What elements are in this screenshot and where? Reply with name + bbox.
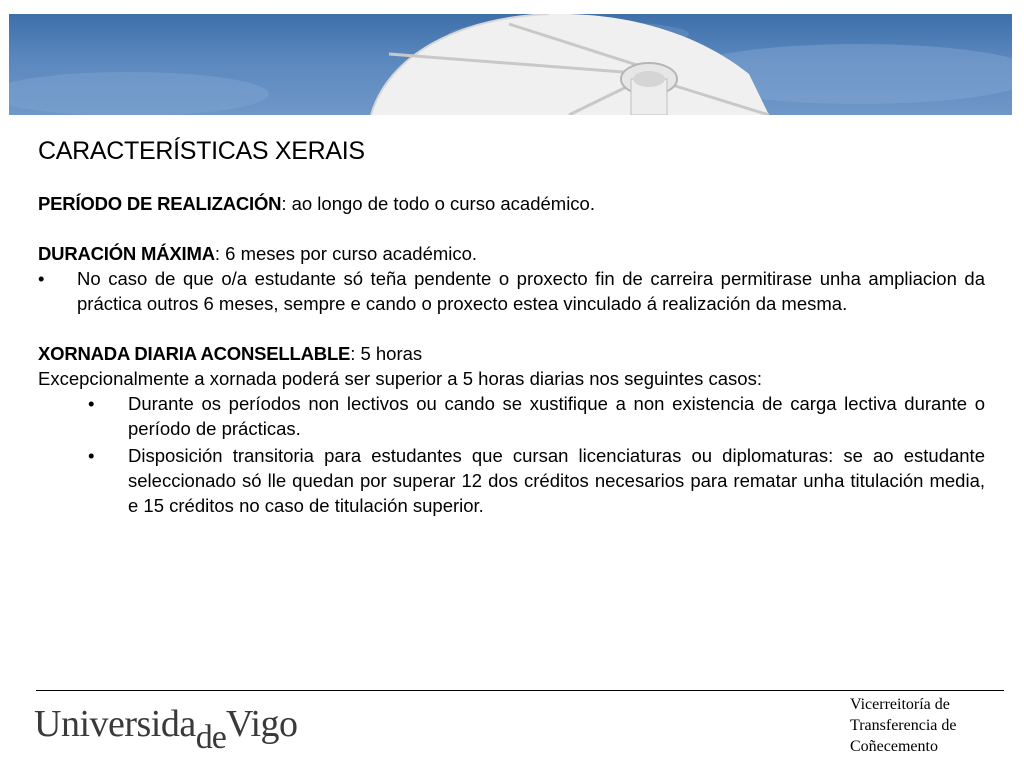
slide-title: CARACTERÍSTICAS XERAIS [38,137,365,165]
duracion-paragraph [38,241,985,266]
logo-part-3: Vigo [225,703,298,745]
satellite-dish-illustration [9,14,1012,115]
xornada-case-1-text: Durante os períodos non lectivos ou cando se xustifique a non existencia de carga lectiva durante o período de prácticas. [128,393,985,439]
logo-part-2: de [195,719,226,756]
periodo-label: PERÍODO DE REALIZACIÓN [38,193,282,214]
duracion-bullet [38,266,985,316]
bullet-glyph: • [38,268,45,289]
office-name [850,694,1010,757]
periodo-paragraph [38,191,985,216]
footer-divider [36,690,1004,691]
slide-content [38,133,985,520]
xornada-case-1 [38,391,985,441]
xornada-case-2-text: Disposición transitoria para estudantes que cursan licenciaturas ou diplomaturas: se ao estudante seleccionado só lle quedan por superar 12 dos créditos necesarios para rematar unha titulación media, e 15 créditos no caso de titulación superior. [128,445,985,516]
xornada-label: XORNADA DIARIA ACONSELLABLE [38,343,351,364]
logo-part-1: Universida [34,703,196,745]
periodo-text: : ao longo de todo o curso académico. [281,193,595,214]
office-line-2: Transferencia de [850,717,957,734]
office-line-3: Coñecemento [850,738,938,755]
duracion-bullet-text: No caso de que o/a estudante só teña pendente o proxecto fin de carreira permitirase unha ampliacion da práctica outros 6 meses, sempre e cando o proxecto estea vinculado á realización da mesma. [77,268,985,314]
xornada-paragraph [38,341,985,366]
header-banner-image [9,14,1012,115]
xornada-intro: Excepcionalmente a xornada poderá ser superior a 5 horas diarias nos seguintes casos: [38,368,762,389]
office-line-1: Vicerreitoría de [850,696,950,713]
xornada-case-2 [38,443,985,518]
xornada-text: : 5 horas [350,343,423,364]
bullet-glyph: • [88,393,95,414]
duracion-label: DURACIÓN MÁXIMA [38,243,215,264]
duracion-text: : 6 meses por curso académico. [214,243,478,264]
universidade-de-vigo-logo [34,702,298,754]
bullet-glyph: • [88,445,95,466]
